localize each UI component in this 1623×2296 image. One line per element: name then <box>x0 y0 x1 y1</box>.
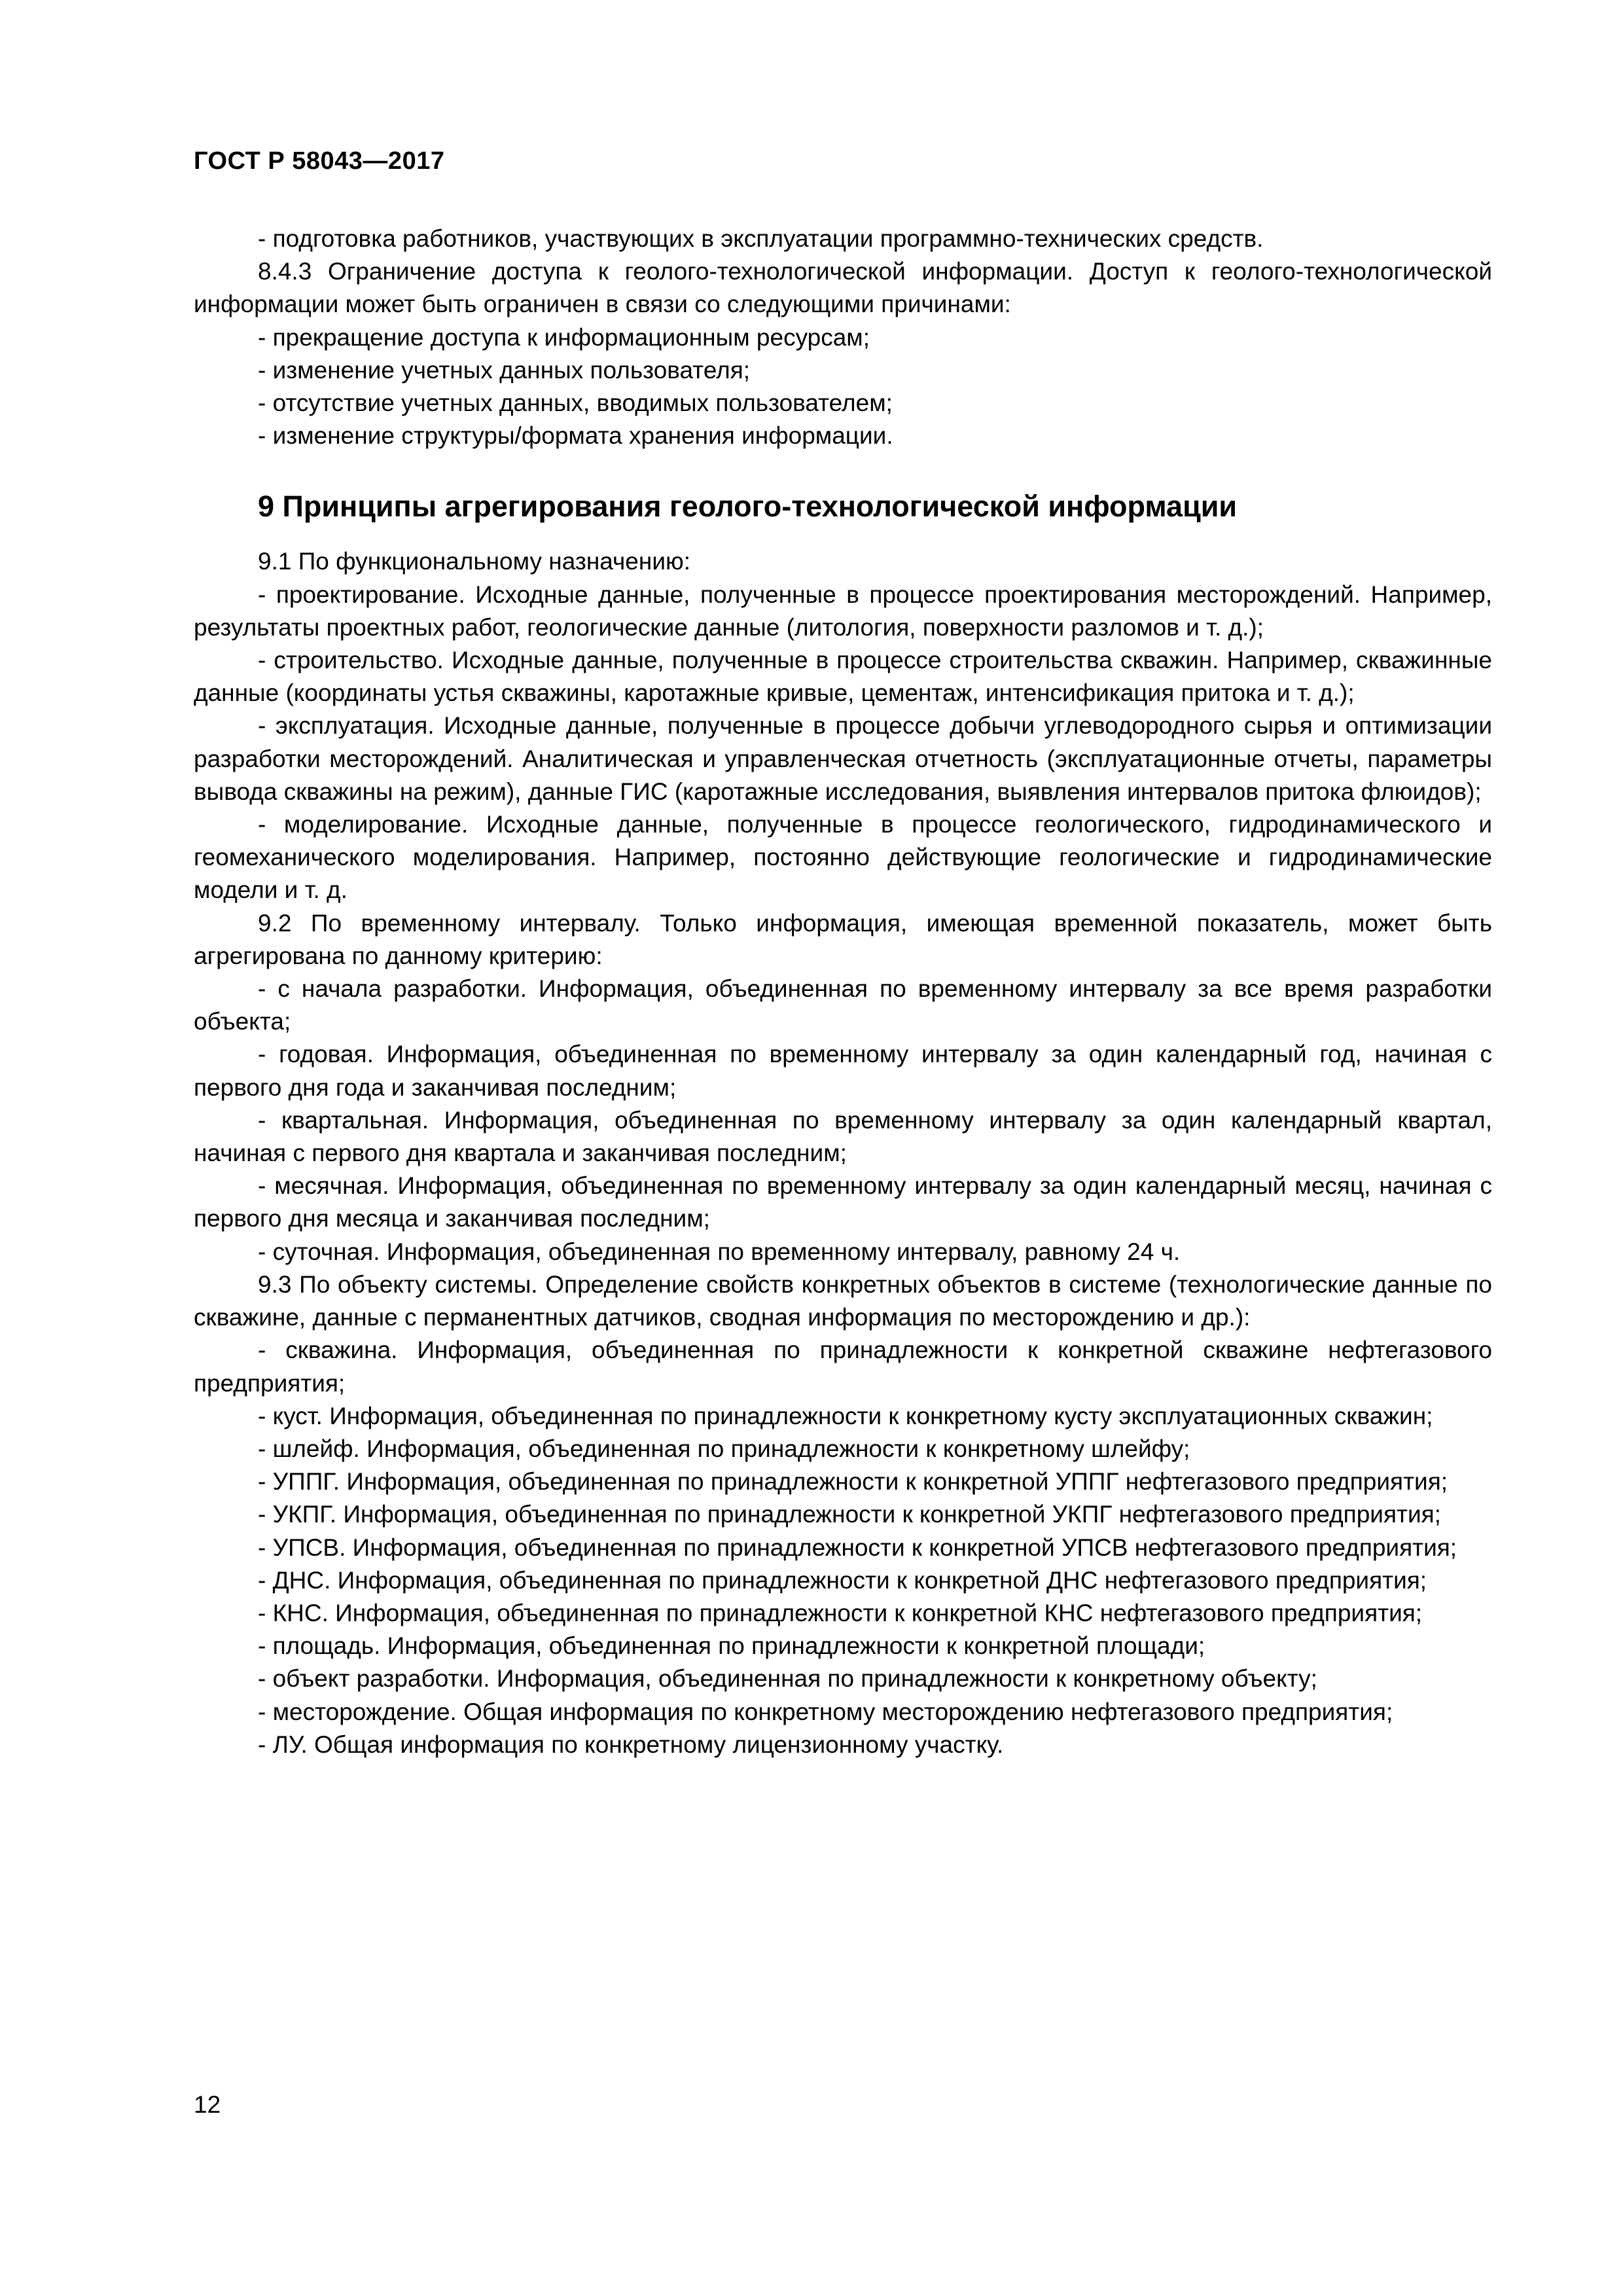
paragraph: - годовая. Информация, объединенная по временному интервалу за один календарный год, начиная с первого дня года и заканчивая последним; <box>194 1041 1492 1101</box>
paragraph: - шлейф. Информация, объединенная по принадлежности к конкретному шлейфу; <box>258 1435 1190 1462</box>
paragraph: - подготовка работников, участвующих в эксплуатации программно-технических средств. <box>258 225 1264 252</box>
paragraph: - проектирование. Исходные данные, полученные в процессе проектирования месторождений. Например, результаты проектных работ, геологические данные (литология, поверхности разломов и т. д.); <box>194 581 1492 641</box>
paragraph: 8.4.3 Ограничение доступа к геолого-технологической информации. Доступ к геолого-технологической информации может быть ограничен в связи со следующими причинами: <box>194 258 1492 318</box>
paragraph: - ДНС. Информация, объединенная по принадлежности к конкретной ДНС нефтегазового предприятия; <box>258 1566 1427 1594</box>
paragraph: - изменение структуры/формата хранения информации. <box>258 422 893 450</box>
page-header-doc-code: ГОСТ Р 58043—2017 <box>194 147 445 175</box>
paragraph: - УППГ. Информация, объединенная по принадлежности к конкретной УППГ нефтегазового предприятия; <box>258 1468 1448 1496</box>
paragraph: - объект разработки. Информация, объединенная по принадлежности к конкретному объекту; <box>258 1665 1317 1693</box>
paragraph: - месячная. Информация, объединенная по временному интервалу за один календарный месяц, начиная с первого дня месяца и заканчивая последним; <box>194 1172 1492 1232</box>
paragraph: - площадь. Информация, объединенная по принадлежности к конкретной площади; <box>258 1632 1205 1660</box>
paragraph: - куст. Информация, объединенная по принадлежности к конкретному кусту эксплуатационных скважин; <box>258 1402 1433 1429</box>
paragraph: - ЛУ. Общая информация по конкретному лицензионному участку. <box>258 1731 1004 1758</box>
paragraph: - УПСВ. Информация, объединенная по принадлежности к конкретной УПСВ нефтегазового предприятия; <box>258 1534 1457 1561</box>
paragraph: - отсутствие учетных данных, вводимых пользователем; <box>258 389 893 417</box>
paragraph: - с начала разработки. Информация, объединенная по временному интервалу за все время разработки объекта; <box>194 975 1492 1035</box>
paragraph: - скважина. Информация, объединенная по принадлежности к конкретной скважине нефтегазового предприятия; <box>194 1336 1492 1397</box>
paragraph: - эксплуатация. Исходные данные, полученные в процессе добычи углеводородного сырья и оптимизации разработки месторождений. Аналитическая и управленческая отчетность (эксплуатационные отчеты, параметры вывода скважины на режим), данные ГИС (каротажные исследования, выявления интервалов притока флюидов); <box>194 712 1492 805</box>
section-9-body <box>194 545 1492 1761</box>
paragraph: 9.2 По временному интервалу. Только информация, имеющая временной показатель, может быть агрегирована по данному критерию: <box>194 909 1492 969</box>
paragraph: - изменение учетных данных пользователя; <box>258 356 751 384</box>
section-heading: 9 Принципы агрегирования геолого-технологической информации <box>258 490 1238 524</box>
page-number: 12 <box>194 2091 221 2118</box>
paragraph: - КНС. Информация, объединенная по принадлежности к конкретной КНС нефтегазового предприятия; <box>258 1599 1423 1626</box>
paragraph: - прекращение доступа к информационным ресурсам; <box>258 323 870 351</box>
section-8-tail <box>194 223 1492 452</box>
paragraph: - строительство. Исходные данные, полученные в процессе строительства скважин. Например, скважинные данные (координаты устья скважины, каротажные кривые, цементаж, интенсификация притока и т. д.); <box>194 647 1492 707</box>
paragraph: - УКПГ. Информация, объединенная по принадлежности к конкретной УКПГ нефтегазового предприятия; <box>258 1501 1441 1528</box>
paragraph: 9.3 По объекту системы. Определение свойств конкретных объектов в системе (технологические данные по скважине, данные с перманентных датчиков, сводная информация по месторождению и др.): <box>194 1270 1492 1331</box>
paragraph: - квартальная. Информация, объединенная по временному интервалу за один календарный квартал, начиная с первого дня квартала и заканчивая последним; <box>194 1106 1492 1167</box>
paragraph: - суточная. Информация, объединенная по временному интервалу, равному 24 ч. <box>258 1238 1181 1265</box>
paragraph: - моделирование. Исходные данные, полученные в процессе геологического, гидродинамического и геомеханического моделирования. Например, постоянно действующие геологические и гидродинамические модели и т. д. <box>194 811 1492 904</box>
document-content <box>194 223 1492 1761</box>
paragraph: 9.1 По функциональному назначению: <box>258 548 691 575</box>
paragraph: - месторождение. Общая информация по конкретному месторождению нефтегазового предприятия; <box>258 1698 1393 1725</box>
